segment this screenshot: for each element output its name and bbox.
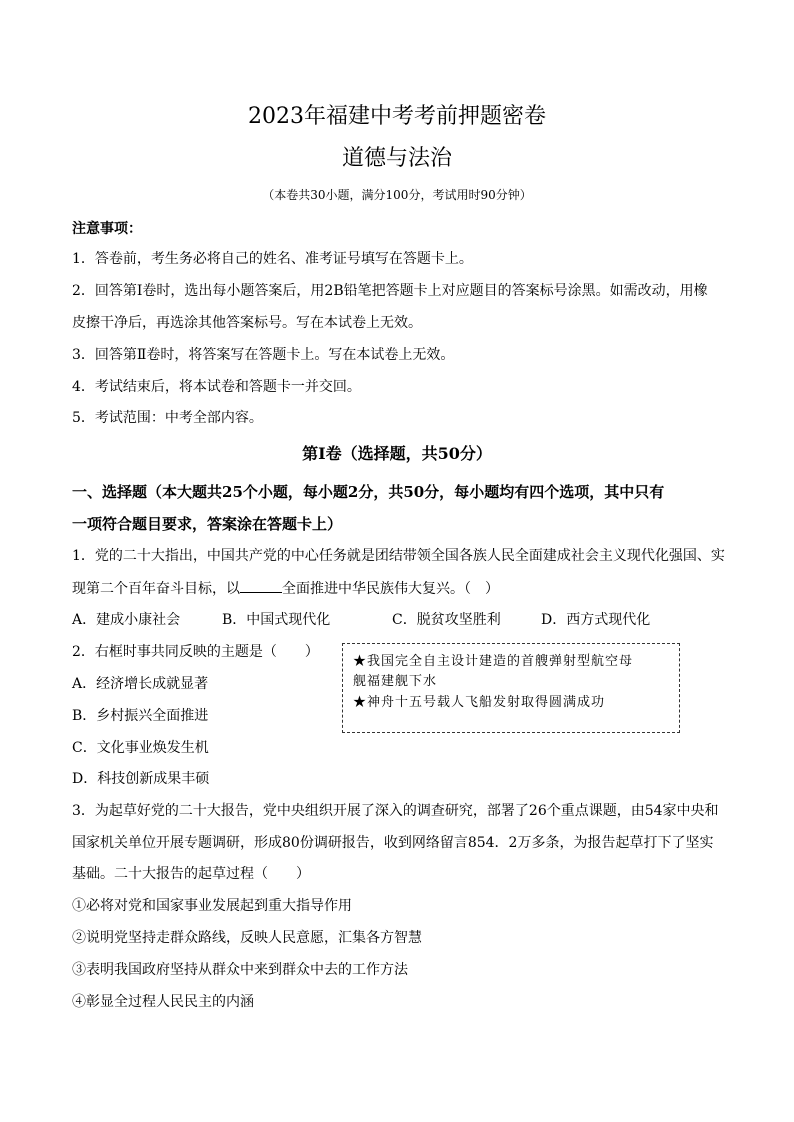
exam-title: 2023年福建中考考前押题密卷	[248, 104, 546, 129]
note-item: 2．回答第Ⅰ卷时，选出每小题答案后，用2B铅笔把答题卡上对应题目的答案标号涂黑。如需改动，用橡	[72, 283, 708, 299]
option-b: B．乡村振兴全面推进	[72, 708, 209, 724]
note-item: 1．答卷前，考生务必将自己的姓名、准考证号填写在答题卡上。	[72, 251, 473, 267]
statement-item: ④彰显全过程人民民主的内涵	[72, 994, 254, 1010]
news-box-line: ★我国完全自主设计建造的首艘弹射型航空母	[353, 654, 634, 669]
statement-item: ①必将对党和国家事业发展起到重大指导作用	[72, 898, 352, 914]
option-c: C．脱贫攻坚胜利	[392, 612, 501, 628]
note-item: 4．考试结束后，将本试卷和答题卡一并交回。	[72, 379, 361, 395]
note-item: 5．考试范围：中考全部内容。	[72, 410, 263, 426]
option-c: C．文化事业焕发生机	[72, 740, 209, 756]
option-d: D．西方式现代化	[541, 612, 651, 628]
question-3-stem-cont: 国家机关单位开展专题调研，形成80份调研报告，收到网络留言854．2万多条，为报告起草打下了坚实	[72, 835, 714, 851]
note-item: 3．回答第Ⅱ卷时，将答案写在答题卡上。写在本试卷上无效。	[72, 347, 455, 363]
question-3-stem: 3．为起草好党的二十大报告，党中央组织开展了深入的调查研究，部署了26个重点课题，由54家中央和	[72, 803, 719, 819]
notes-heading: 注意事项：	[72, 221, 142, 237]
question-3-stem-cont: 基础。二十大报告的起草过程（ ）	[72, 866, 310, 882]
exam-subtitle: （本卷共30小题，满分100分，考试用时90分钟）	[262, 188, 532, 202]
question-1-stem-cont	[72, 578, 499, 598]
option-a: A．建成小康社会	[72, 612, 181, 628]
statement-item: ②说明党坚持走群众路线，反映人民意愿，汇集各方智慧	[72, 930, 422, 946]
option-a: A．经济增长成就显著	[72, 676, 209, 692]
news-box	[342, 643, 680, 733]
question-1-stem: 1．党的二十大指出，中国共产党的中心任务就是团结带领全国各族人民全面建成社会主义现代化强国、实	[72, 548, 725, 564]
section-instruction: 一项符合题目要求，答案涂在答题卡上）	[72, 515, 343, 533]
question-2-stem: 2．右框时事共同反映的主题是（ ）	[72, 644, 319, 660]
statement-item: ③表明我国政府坚持从群众中来到群众中去的工作方法	[72, 962, 408, 978]
question-1-text: 现第二个百年奋斗目标，以	[72, 581, 240, 597]
section-instruction: 一、选择题（本大题共25个小题，每小题2分，共50分，每小题均有四个选项，其中只有	[72, 483, 665, 501]
option-b: B．中国式现代化	[222, 612, 331, 628]
news-box-line: 舰福建舰下水	[353, 674, 438, 689]
exam-subject: 道德与法治	[341, 146, 452, 171]
answer-blank	[240, 578, 282, 593]
note-item: 皮擦干净后，再选涂其他答案标号。写在本试卷上无效。	[72, 315, 422, 331]
question-1-text: 全面推进中华民族伟大复兴。（ ）	[282, 581, 499, 597]
news-box-line: ★神舟十五号载人飞船发射取得圆满成功	[353, 695, 606, 710]
option-d: D．科技创新成果丰硕	[72, 771, 210, 787]
section-title: 第Ⅰ卷（选择题，共50分）	[302, 444, 492, 463]
